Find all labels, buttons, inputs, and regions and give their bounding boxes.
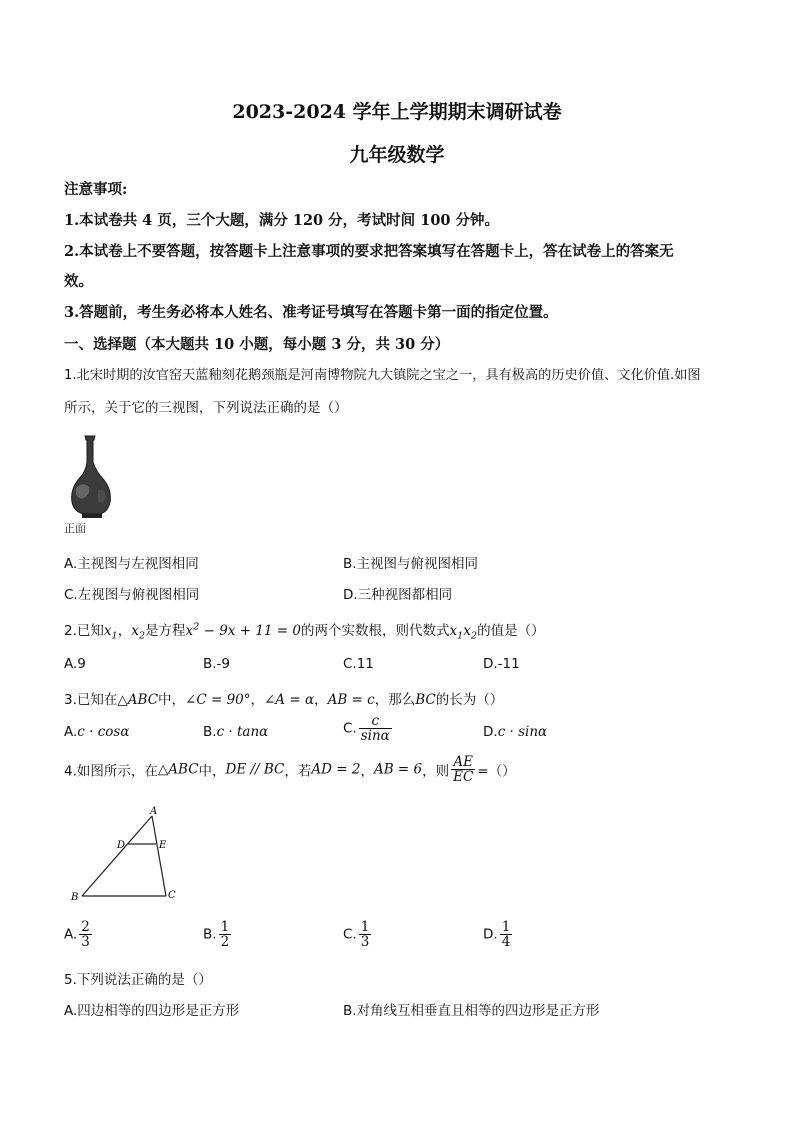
q4-option-b — [203, 920, 233, 949]
q4-parallel: DE // BC — [225, 761, 285, 778]
exam-subtitle: 九年级数学 — [349, 144, 445, 166]
q4-option-d-denominator: 4 — [501, 934, 511, 951]
q2-option-b: B.-9 — [203, 656, 231, 672]
segment-ac — [152, 816, 166, 896]
q4-option-d — [483, 920, 514, 949]
q3-option-d-expr: c · sinα — [497, 724, 548, 740]
q3-option-c — [343, 714, 394, 743]
q5-option-b: B.对角线互相垂直且相等的四边形是正方形 — [343, 1003, 600, 1019]
q3-option-a — [64, 724, 129, 740]
q3-option-c-label: C. — [343, 720, 357, 737]
q4-option-a-fraction — [79, 920, 92, 949]
q2-root-2-var: x — [131, 623, 139, 639]
q2-root-1 — [103, 623, 118, 642]
q3-option-c-numerator: c — [359, 714, 392, 729]
vase-figure — [62, 432, 122, 532]
q3-angle-c: ∠C = 90° — [185, 692, 251, 708]
q4-stem — [64, 755, 516, 784]
q3-text-2: ， — [250, 692, 264, 708]
q3-option-a-label: A. — [64, 724, 78, 740]
q4-option-a — [64, 920, 94, 949]
q1-option-a: A.主视图与左视图相同 — [64, 556, 199, 572]
q4-triangle: △ABC — [157, 761, 199, 778]
q2-expression-sub-1: 1 — [457, 630, 464, 642]
segment-ab — [82, 816, 152, 896]
q3-option-d-label: D. — [483, 724, 498, 740]
q2-expression — [449, 623, 478, 642]
triangle-figure — [62, 804, 192, 904]
q3-option-b — [203, 724, 268, 740]
notice-item-2-line-2: 效。 — [64, 273, 93, 290]
q3-text-5: 的长为（） — [435, 692, 504, 708]
q1-option-d: D.三种视图都相同 — [343, 587, 453, 603]
q4-text-3: ， — [360, 763, 374, 780]
q2-mid: 是方程 — [145, 623, 186, 639]
q2-expression-var-1: x — [449, 623, 458, 639]
q2-root-2-sub: 2 — [138, 630, 146, 642]
q3-prefix: 3.已知在 — [64, 692, 118, 708]
q3-angle-a: ∠A = α — [264, 692, 315, 708]
q3-text-4: ，那么 — [374, 692, 416, 708]
q4-option-b-fraction — [219, 920, 232, 949]
label-b: B — [71, 892, 79, 903]
q3-option-c-fraction — [359, 714, 392, 743]
q4-text-4: ，则 — [422, 763, 450, 780]
q4-option-c-label: C. — [343, 926, 357, 943]
q2-root-2 — [131, 623, 146, 642]
q5-stem: 5.下列说法正确的是（） — [64, 972, 212, 988]
q2-root-1-var: x — [103, 623, 112, 639]
q3-side-ab: AB = c — [327, 692, 375, 708]
notice-heading: 注意事项: — [64, 181, 128, 198]
q1-option-b: B.主视图与俯视图相同 — [343, 556, 479, 572]
q3-text-1: 中， — [158, 692, 186, 708]
q1-stem-line-1: 1.北宋时期的汝官窑天蓝釉刻花鹅颈瓶是河南博物院九大镇院之宝之一，具有极高的历史价值、文化价值.如图 — [64, 368, 701, 383]
q2-suffix: 的值是（） — [477, 623, 545, 639]
q4-option-d-fraction — [500, 920, 513, 949]
q5-option-a: A.四边相等的四边形是正方形 — [64, 1003, 240, 1019]
q4-option-c-numerator: 1 — [360, 919, 370, 935]
q3-option-d — [483, 724, 547, 740]
q4-option-c-denominator: 3 — [360, 934, 370, 951]
q3-option-a-expr: c · cosα — [77, 724, 130, 740]
q3-option-b-label: B. — [203, 724, 217, 740]
q3-triangle: △ABC — [117, 692, 159, 708]
q1-option-c: C.左视图与俯视图相同 — [64, 587, 200, 603]
q4-prefix: 4.如图所示，在 — [64, 763, 158, 780]
q2-expression-var-2: x — [463, 623, 471, 639]
q4-suffix: =（） — [477, 763, 516, 780]
notice-item-1: 1.本试卷共 4 页，三个大题，满分 120 分，考试时间 100 分钟。 — [64, 212, 500, 229]
q2-option-a: A.9 — [64, 656, 86, 672]
q4-option-d-numerator: 1 — [501, 919, 511, 935]
q4-option-d-label: D. — [483, 926, 498, 943]
q4-option-b-label: B. — [203, 926, 217, 943]
q4-ratio-numerator: AE — [451, 755, 475, 770]
q3-stem — [64, 688, 503, 708]
q2-equation-exp: 2 — [193, 621, 200, 633]
q4-option-c-fraction — [359, 920, 372, 949]
q2-prefix: 2.已知 — [64, 623, 104, 639]
notice-item-3: 3.答题前，考生务必将本人姓名、准考证号填写在答题卡第一面的指定位置。 — [64, 304, 558, 321]
label-a: A — [150, 806, 158, 817]
section-1-heading: 一、选择题（本大题共 10 小题，每小题 3 分，共 30 分） — [64, 336, 450, 353]
q3-side-bc: BC — [415, 692, 436, 708]
q2-root-1-sub: 1 — [111, 630, 118, 642]
q4-option-a-denominator: 3 — [81, 934, 90, 951]
q4-option-b-denominator: 2 — [220, 934, 230, 951]
q4-ratio-fraction — [451, 755, 475, 784]
vase-caption: 正面 — [64, 522, 86, 535]
q4-option-b-numerator: 1 — [220, 919, 230, 935]
q2-expression-sub-2: 2 — [470, 630, 478, 642]
q1-stem-line-2: 所示，关于它的三视图，下列说法正确的是（） — [64, 400, 348, 416]
q4-text-2: ，若 — [284, 763, 312, 780]
q3-option-c-denominator: sinα — [360, 728, 390, 745]
q3-text-3: ， — [314, 692, 328, 708]
q4-option-a-numerator: 2 — [81, 919, 90, 935]
q2-equation-var: x — [185, 623, 194, 639]
q4-ad: AD = 2 — [311, 761, 361, 778]
q2-option-d: D.-11 — [483, 656, 520, 672]
q4-ab: AB = 6 — [373, 761, 423, 778]
q2-option-c: C.11 — [343, 656, 374, 672]
q2-stem — [64, 619, 545, 642]
q4-option-a-label: A. — [64, 926, 78, 943]
label-e: E — [159, 840, 167, 851]
label-d: D — [117, 840, 126, 851]
q4-ratio-denominator: EC — [453, 769, 474, 786]
q2-equation-rest: − 9x + 11 = 0 — [199, 623, 301, 639]
q3-option-b-expr: c · tanα — [216, 724, 269, 740]
q2-mid-2: 的两个实数根，则代数式 — [300, 623, 450, 639]
q4-option-c — [343, 920, 373, 949]
exam-title: 2023-2024 学年上学期期末调研试卷 — [232, 101, 562, 123]
notice-item-2-line-1: 2.本试卷上不要答题，按答题卡上注意事项的要求把答案填写在答题卡上，答在试卷上的答案无 — [64, 243, 674, 260]
q4-text-1: 中， — [198, 763, 226, 780]
q2-separator: ， — [117, 623, 132, 639]
label-c: C — [168, 890, 176, 901]
q2-equation — [186, 623, 301, 639]
